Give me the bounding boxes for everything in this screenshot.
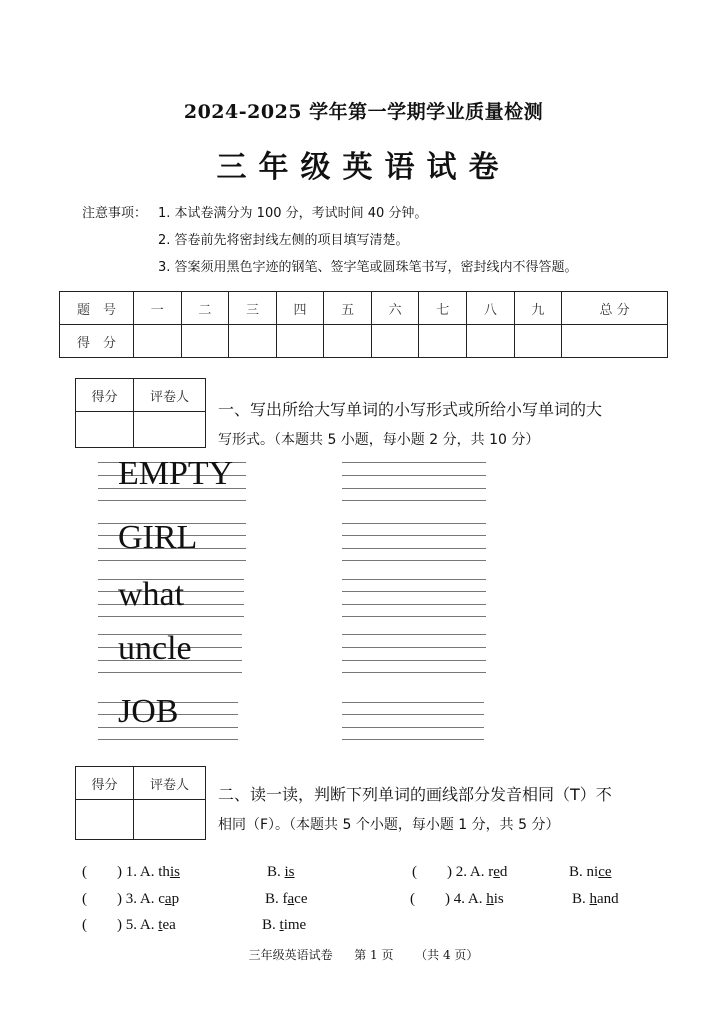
- grader-name-label: 评卷人: [134, 767, 206, 800]
- footer-exam-name: 三年级英语试卷: [248, 948, 333, 962]
- score-header-6: 六: [371, 292, 419, 325]
- notice-item-3: 3. 答案须用黑色字迹的钢笔、签字笔或圆珠笔书写，密封线内不得答题。: [158, 260, 578, 275]
- score-cell[interactable]: [371, 325, 419, 358]
- section2-title-line1: 二、读一读，判断下列单词的画线部分发音相同（T）不: [218, 785, 612, 804]
- answer-writing-area[interactable]: [342, 455, 488, 745]
- section1-title: [218, 395, 602, 455]
- exam-subject-title: 三年级英语试卷: [216, 150, 511, 185]
- score-cell[interactable]: [324, 325, 372, 358]
- question-4: ( ) 4. A. his: [410, 891, 504, 907]
- word-1: EMPTY: [118, 455, 234, 492]
- score-header-4: 四: [276, 292, 324, 325]
- section2-title-line2: 相同（F）。（本题共 5 个小题，每小题 1 分，共 5 分）: [218, 817, 560, 833]
- score-header-8: 八: [467, 292, 515, 325]
- score-cell[interactable]: [562, 325, 668, 358]
- question-3-option-b: B. face: [265, 891, 308, 907]
- notice-item-1: 1. 本试卷满分为 100 分，考试时间 40 分钟。: [158, 206, 428, 221]
- word-4: uncle: [118, 630, 192, 667]
- score-header-total: 总 分: [562, 292, 668, 325]
- question-5-option-b: B. time: [262, 917, 307, 933]
- word-writing-area: [98, 455, 248, 745]
- score-header-2: 二: [181, 292, 229, 325]
- word-5: JOB: [118, 693, 179, 730]
- section2-title: [218, 780, 612, 840]
- score-header-5: 五: [324, 292, 372, 325]
- score-header-1: 一: [134, 292, 182, 325]
- question-5: ( ) 5. A. tea: [82, 917, 176, 933]
- word-2: GIRL: [118, 519, 198, 556]
- grader-score-cell[interactable]: [76, 412, 134, 448]
- score-header-3: 三: [229, 292, 277, 325]
- exam-term-title: 2024-2025 学年第一学期学业质量检测: [183, 101, 544, 123]
- page-footer: [0, 946, 727, 963]
- grader-score-cell[interactable]: [76, 800, 134, 840]
- score-cell[interactable]: [134, 325, 182, 358]
- notice-label: 注意事项：: [82, 206, 148, 221]
- score-cell[interactable]: [276, 325, 324, 358]
- notice-item-2: 2. 答卷前先将密封线左侧的项目填写清楚。: [158, 233, 409, 248]
- score-header-label: 题 号: [60, 292, 134, 325]
- score-cell[interactable]: [467, 325, 515, 358]
- grader-name-cell[interactable]: [134, 412, 206, 448]
- score-header-7: 七: [419, 292, 467, 325]
- grader-name-cell[interactable]: [134, 800, 206, 840]
- score-cell[interactable]: [181, 325, 229, 358]
- section1-title-line2: 写形式。（本题共 5 小题，每小题 2 分，共 10 分）: [218, 432, 540, 448]
- grader-score-label: 得分: [76, 767, 134, 800]
- score-cell[interactable]: [419, 325, 467, 358]
- section1-grader-box: [75, 378, 206, 448]
- score-cell[interactable]: [229, 325, 277, 358]
- footer-total-pages: （共 4 页）: [415, 948, 479, 962]
- footer-page-number: 第 1 页: [354, 948, 394, 962]
- score-cell[interactable]: [514, 325, 562, 358]
- section2-grader-box: [75, 766, 206, 840]
- score-table: [59, 291, 668, 358]
- section1-title-line1: 一、写出所给大写单词的小写形式或所给小写单词的大: [218, 400, 603, 419]
- question-1: ( ) 1. A. this: [82, 864, 180, 880]
- question-4-option-b: B. hand: [572, 891, 619, 907]
- question-3: ( ) 3. A. cap: [82, 891, 180, 907]
- grader-score-label: 得分: [76, 379, 134, 412]
- question-2-option-b: B. nice: [569, 864, 612, 880]
- score-row-label: 得 分: [60, 325, 134, 358]
- score-header-9: 九: [514, 292, 562, 325]
- question-1-option-b: B. is: [267, 864, 295, 880]
- question-2: ( ) 2. A. red: [412, 864, 508, 880]
- grader-name-label: 评卷人: [134, 379, 206, 412]
- word-3: what: [118, 576, 185, 613]
